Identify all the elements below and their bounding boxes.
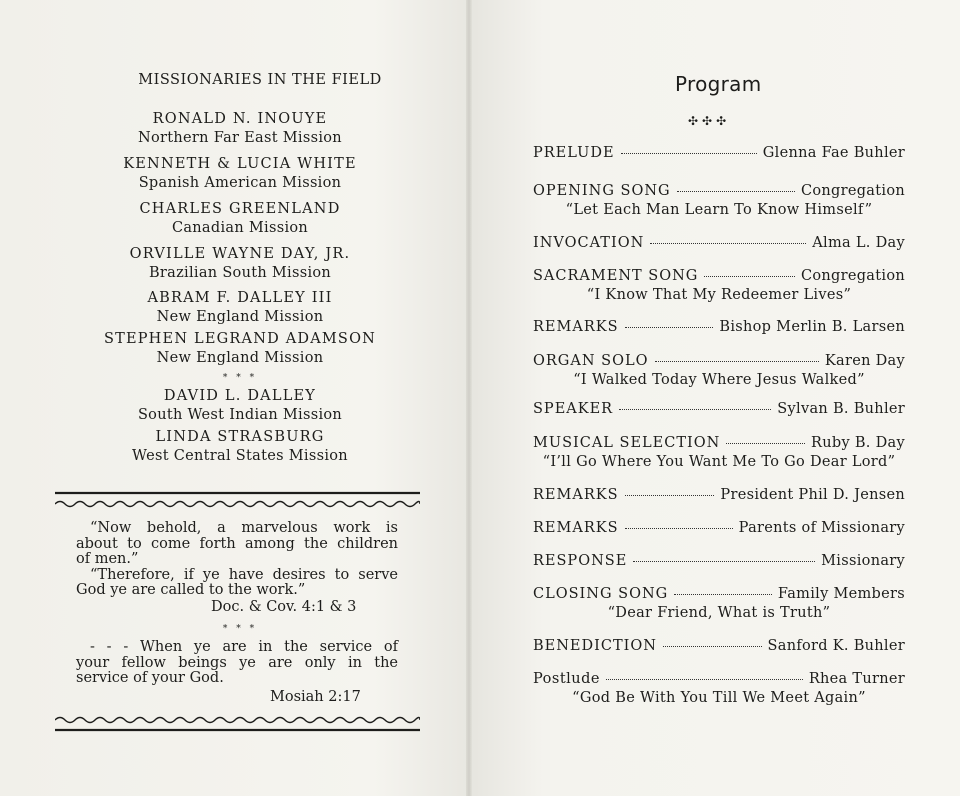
program-value: Congregation bbox=[800, 183, 905, 199]
program-song-title: “I Walked Today Where Jesus Walked” bbox=[573, 372, 865, 388]
missionary-mission: South West Indian Mission bbox=[137, 407, 343, 423]
missionary-mission: Canadian Mission bbox=[171, 220, 309, 236]
wavy-divider-bottom bbox=[55, 712, 420, 734]
program-label: OPENING SONG bbox=[533, 183, 671, 199]
program-value: Missionary bbox=[821, 553, 905, 569]
program-label: REMARKS bbox=[533, 520, 619, 536]
program-item bbox=[533, 519, 905, 538]
quote-line: “Therefore, if ye have desires to serve bbox=[90, 566, 398, 583]
citation-mosiah: Mosiah 2:17 bbox=[270, 689, 361, 705]
leader-dots bbox=[625, 495, 715, 496]
program-item bbox=[533, 670, 905, 708]
program-song-title: “I Know That My Redeemer Lives” bbox=[586, 287, 852, 303]
missionary-mission: Spanish American Mission bbox=[138, 175, 342, 191]
program-value: Rhea Turner bbox=[808, 671, 905, 687]
leader-dots bbox=[655, 361, 819, 362]
program-label: SPEAKER bbox=[533, 401, 614, 417]
leader-dots bbox=[625, 528, 733, 529]
program-label: REMARKS bbox=[533, 319, 619, 335]
program-value: Glenna Fae Buhler bbox=[762, 145, 905, 161]
missionary-name: RONALD N. INOUYE bbox=[152, 111, 328, 127]
program-item bbox=[533, 234, 905, 253]
program-item bbox=[533, 585, 905, 623]
quote-line: about to come forth among the children bbox=[76, 535, 398, 552]
missionary-entry bbox=[40, 387, 440, 425]
program-label: MUSICAL SELECTION bbox=[533, 435, 721, 451]
program-item bbox=[533, 318, 905, 337]
program-label: RESPONSE bbox=[533, 553, 628, 569]
program-value: Bishop Merlin B. Larsen bbox=[719, 319, 905, 335]
program-item bbox=[533, 267, 905, 305]
program-song-title: “Let Each Man Learn To Know Himself” bbox=[565, 202, 873, 218]
program-value: Alma L. Day bbox=[812, 235, 905, 251]
missionary-name: DAVID L. DALLEY bbox=[163, 388, 317, 404]
missionary-mission: Northern Far East Mission bbox=[138, 130, 342, 146]
missionary-entry bbox=[40, 330, 440, 368]
missionary-entry bbox=[40, 245, 440, 283]
program-song-title: “I’ll Go Where You Want Me To Go Dear Lord” bbox=[542, 454, 896, 470]
quote-line: your fellow beings ye are only in the bbox=[76, 654, 398, 671]
leader-dots bbox=[606, 679, 803, 680]
leader-dots bbox=[726, 443, 805, 444]
quote-line: God ye are called to the work.” bbox=[76, 582, 306, 598]
program-item bbox=[533, 637, 905, 656]
missionary-name: ORVILLE WAYNE DAY, JR. bbox=[129, 246, 351, 262]
leader-dots bbox=[650, 243, 806, 244]
missionary-mission: New England Mission bbox=[156, 350, 324, 366]
program-item bbox=[533, 400, 905, 419]
leader-dots bbox=[663, 646, 762, 647]
separator-stars: * * * bbox=[222, 373, 258, 383]
leader-dots bbox=[704, 276, 795, 277]
ornament-icon: ✣✣✣ bbox=[688, 114, 731, 128]
leader-dots bbox=[677, 191, 795, 192]
missionary-entry bbox=[40, 289, 440, 327]
program-value: Sanford K. Buhler bbox=[767, 638, 905, 654]
program-song-title: “Dear Friend, What is Truth” bbox=[607, 605, 831, 621]
missionary-name: ABRAM F. DALLEY III bbox=[147, 290, 333, 306]
program-value: Sylvan B. Buhler bbox=[777, 401, 905, 417]
leader-dots bbox=[633, 561, 815, 562]
program-value: President Phil D. Jensen bbox=[720, 487, 905, 503]
missionary-name: LINDA STRASBURG bbox=[155, 429, 325, 445]
missionary-entry bbox=[40, 200, 440, 238]
missionary-name: CHARLES GREENLAND bbox=[139, 201, 341, 217]
program-label: REMARKS bbox=[533, 487, 619, 503]
program-label: PRELUDE bbox=[533, 145, 615, 161]
missionary-entry bbox=[40, 428, 440, 466]
quote-line: service of your God. bbox=[76, 670, 224, 686]
program-label: SACRAMENT SONG bbox=[533, 268, 699, 284]
missionary-mission: West Central States Mission bbox=[132, 448, 348, 464]
quote-mosiah bbox=[76, 640, 398, 687]
program-title: Program bbox=[675, 72, 762, 96]
program-value: Karen Day bbox=[824, 353, 905, 369]
program-value: Congregation bbox=[800, 268, 905, 284]
program-item bbox=[533, 486, 905, 505]
program-value: Family Members bbox=[777, 586, 905, 602]
program-item bbox=[533, 434, 905, 472]
program-item bbox=[533, 552, 905, 571]
program-label: Postlude bbox=[533, 671, 601, 687]
leader-dots bbox=[619, 409, 771, 410]
missionary-entry bbox=[40, 110, 440, 148]
quote-line: of men.” bbox=[76, 551, 139, 567]
missionary-mission: Brazilian South Mission bbox=[148, 265, 332, 281]
program-song-title: “God Be With You Till We Meet Again” bbox=[572, 690, 866, 706]
program-value: Parents of Missionary bbox=[738, 520, 905, 536]
missionary-mission: New England Mission bbox=[156, 309, 324, 325]
quote-stars: * * * bbox=[222, 624, 258, 634]
program-item bbox=[533, 182, 905, 220]
program-label: CLOSING SONG bbox=[533, 586, 669, 602]
wavy-divider-top bbox=[55, 490, 420, 512]
program-label: ORGAN SOLO bbox=[533, 353, 649, 369]
quote-doctrine-covenants bbox=[76, 521, 398, 599]
missionary-entry bbox=[40, 155, 440, 193]
leader-dots bbox=[621, 153, 757, 154]
leader-dots bbox=[674, 594, 772, 595]
program-label: BENEDICTION bbox=[533, 638, 657, 654]
quote-line: - - - When ye are in the service of bbox=[90, 639, 398, 655]
missionary-name: KENNETH & LUCIA WHITE bbox=[123, 156, 357, 172]
citation-doctrine-covenants: Doc. & Cov. 4:1 & 3 bbox=[211, 599, 357, 615]
leader-dots bbox=[625, 327, 714, 328]
program-label: INVOCATION bbox=[533, 235, 645, 251]
missionaries-title: MISSIONARIES IN THE FIELD bbox=[138, 72, 382, 88]
page-fold bbox=[466, 0, 472, 796]
program-value: Ruby B. Day bbox=[811, 435, 905, 451]
program-item bbox=[533, 144, 905, 163]
missionary-name: STEPHEN LEGRAND ADAMSON bbox=[103, 331, 377, 347]
quote-line: “Now behold, a marvelous work is bbox=[90, 520, 398, 536]
program-item bbox=[533, 352, 905, 390]
